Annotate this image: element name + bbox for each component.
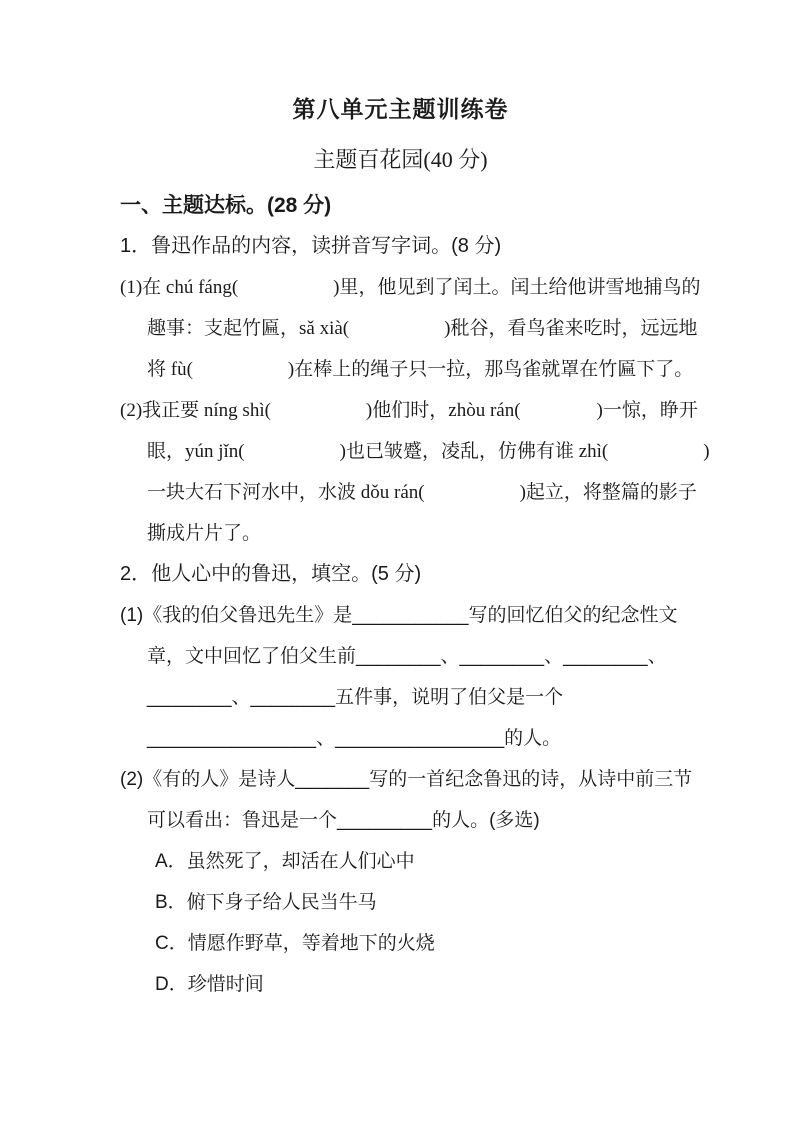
q2-item2-line-2: 可以看出：鲁迅是一个_________的人。(多选)	[147, 810, 540, 831]
page-subtitle: 主题百花园(40 分)	[313, 147, 488, 172]
q1-item1-line-2: 趣事：支起竹匾，sǎ xià( )秕谷，看鸟雀来吃时，远远地	[147, 318, 698, 339]
q2-option-c: C．情愿作野草，等着地下的火烧	[155, 933, 435, 954]
q1-item1-line-1: (1)在 chú fáng( )里，他见到了闰土。闰土给他讲雪地捕鸟的	[120, 277, 701, 298]
q2-item1-line-1: (1)《我的伯父鲁迅先生》是___________写的回忆伯父的纪念性文	[120, 605, 678, 626]
section1-heading: 一、主题达标。(28 分)	[120, 194, 332, 217]
question1-heading: 1．鲁迅作品的内容，读拼音写字词。(8 分)	[120, 235, 502, 257]
q2-item1-line-3: ________、________五件事，说明了伯父是一个	[147, 687, 564, 708]
q2-item2-line-1: (2)《有的人》是诗人_______写的一首纪念鲁迅的诗，从诗中前三节	[120, 769, 693, 790]
q1-item2-line-2: 眼，yún jǐn( )也已皱蹙，凌乱，仿佛有谁 zhì( )	[147, 441, 710, 462]
q1-item2-line-3: 一块大石下河水中，水波 dǒu rán( )起立，将整篇的影子	[147, 482, 697, 503]
q2-option-b: B．俯下身子给人民当牛马	[155, 892, 377, 913]
q1-item2-line-1: (2)我正要 níng shì( )他们时，zhòu rán( )一惊，睁开	[120, 400, 698, 421]
q2-item1-line-4: ________________、________________的人。	[147, 728, 562, 749]
q2-option-a: A．虽然死了，却活在人们心中	[155, 851, 415, 872]
q1-item1-line-3: 将 fù( )在棒上的绳子只一拉，那鸟雀就罩在竹匾下了。	[147, 359, 694, 380]
exam-body	[120, 185, 710, 1005]
question2-heading: 2．他人心中的鲁迅，填空。(5 分)	[120, 563, 422, 585]
q1-item2-line-4: 撕成片片了。	[147, 523, 262, 544]
page-title: 第八单元主题训练卷	[292, 96, 509, 122]
q2-item1-line-2: 章，文中回忆了伯父生前________、________、________、	[147, 646, 667, 667]
q2-option-d: D．珍惜时间	[155, 974, 264, 995]
